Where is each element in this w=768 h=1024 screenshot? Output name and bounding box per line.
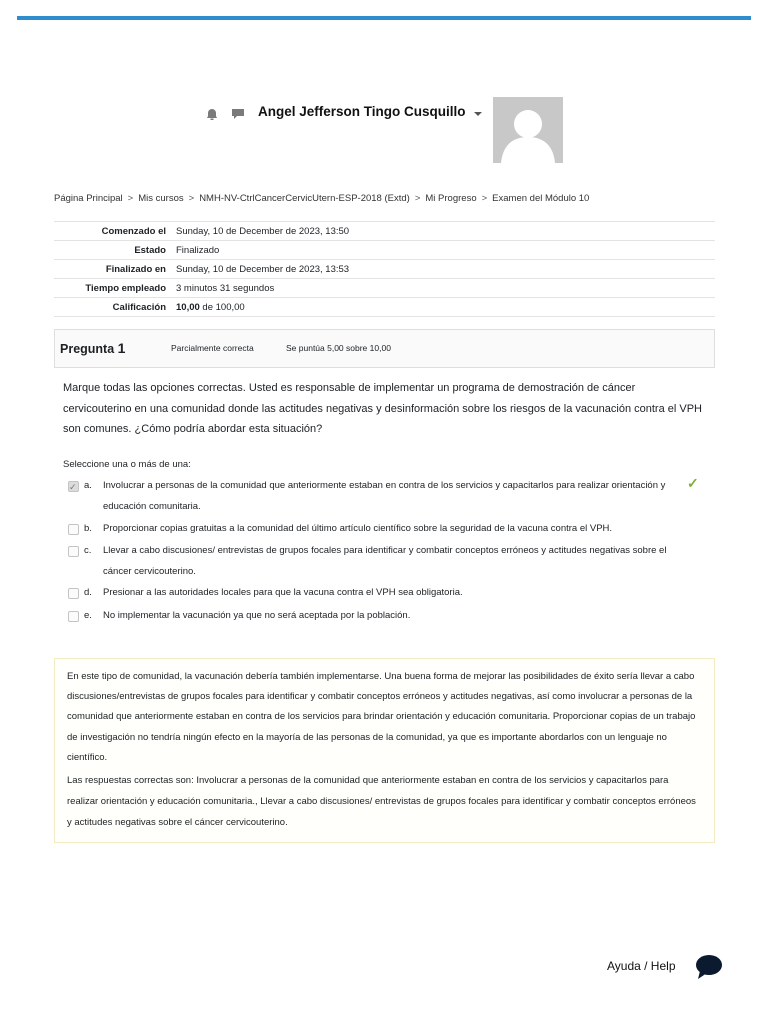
option-text: Involucrar a personas de la comunidad que anteriormente estaban en contra de los servicios y capacitarlos para realizar orientación y educación comunitaria. bbox=[103, 480, 666, 512]
question-info-box bbox=[54, 329, 715, 368]
option-checkbox[interactable] bbox=[68, 546, 79, 557]
answer-option-a[interactable] bbox=[68, 476, 688, 517]
question-state: Parcialmente correcta bbox=[171, 343, 254, 353]
option-letter: d. bbox=[84, 587, 92, 598]
summary-value: Sunday, 10 de December de 2023, 13:50 bbox=[176, 222, 715, 241]
correct-answer-feedback: Las respuestas correctas son: Involucrar a personas de la comunidad que anteriormente estaban en contra de los servicios y capacitarlos para realizar orientación y educación comunitaria., Llevar a cabo discusiones/ entrevistas de grupos focales para identificar y combatir conceptos erróneos y actitudes negativas sobre el cáncer cervicouterino. bbox=[67, 775, 696, 828]
summary-label: Finalizado en bbox=[54, 260, 176, 279]
chevron-right-icon: > bbox=[188, 193, 195, 204]
general-feedback: En este tipo de comunidad, la vacunación debería también implementarse. Una buena forma de mejorar las posibilidades de éxito sería llevar a cabo discusiones/entrevistas de grupos focales para identificar y combatir conceptos erróneos y actitudes negativas, así como involucrar a personas de la comunidad que anteriormente estaban en contra de los servicios para brindar orientación y educación comunitaria. Proporcionar copias de un trabajo de investigación no tendría ningún efecto en la mayoría de las personas de la comunidad, ya que es importante abordarlos con un lenguaje no científico. bbox=[67, 671, 696, 763]
question-number: 1 bbox=[117, 340, 126, 356]
summary-row-state bbox=[54, 241, 715, 260]
summary-label: Tiempo empleado bbox=[54, 279, 176, 298]
answer-option-c[interactable] bbox=[68, 541, 688, 582]
option-letter: c. bbox=[84, 545, 92, 556]
question-grade: Se puntúa 5,00 sobre 10,00 bbox=[286, 343, 391, 353]
summary-value: Finalizado bbox=[176, 241, 715, 260]
option-checkbox[interactable] bbox=[68, 611, 79, 622]
chat-icon[interactable] bbox=[231, 108, 245, 120]
answer-option-b[interactable] bbox=[68, 519, 688, 540]
answer-option-d[interactable] bbox=[68, 583, 688, 604]
breadcrumb bbox=[54, 193, 589, 204]
option-letter: e. bbox=[84, 610, 92, 621]
chevron-right-icon: > bbox=[414, 193, 421, 204]
user-menu-name[interactable]: Angel Jefferson Tingo Cusquillo bbox=[258, 104, 466, 119]
answer-option-e[interactable] bbox=[68, 606, 688, 627]
breadcrumb-exam[interactable]: Examen del Módulo 10 bbox=[492, 193, 590, 204]
feedback-box bbox=[54, 658, 715, 843]
breadcrumb-home[interactable]: Página Principal bbox=[54, 193, 123, 204]
summary-value bbox=[176, 298, 715, 317]
summary-row-started bbox=[54, 222, 715, 241]
summary-label: Estado bbox=[54, 241, 176, 260]
option-letter: a. bbox=[84, 480, 92, 491]
breadcrumb-courses[interactable]: Mis cursos bbox=[138, 193, 184, 204]
answer-prompt: Seleccione una o más de una: bbox=[63, 459, 191, 470]
avatar[interactable] bbox=[493, 97, 563, 163]
option-text: Presionar a las autoridades locales para que la vacuna contra el VPH sea obligatoria. bbox=[103, 587, 463, 598]
summary-label: Comenzado el bbox=[54, 222, 176, 241]
option-checkbox[interactable] bbox=[68, 524, 79, 535]
grade-value: 10,00 bbox=[176, 301, 200, 313]
help-link[interactable]: Ayuda / Help bbox=[607, 959, 676, 973]
summary-row-finished bbox=[54, 260, 715, 279]
grade-suffix: de 100,00 bbox=[202, 301, 245, 313]
breadcrumb-course[interactable]: NMH-NV-CtrlCancerCervicUtern-ESP-2018 (Extd) bbox=[199, 193, 410, 204]
option-letter: b. bbox=[84, 523, 92, 534]
chat-bubble-icon[interactable] bbox=[694, 953, 724, 981]
breadcrumb-progress[interactable]: Mi Progreso bbox=[425, 193, 477, 204]
option-text: No implementar la vacunación ya que no será aceptada por la población. bbox=[103, 610, 411, 621]
summary-value: Sunday, 10 de December de 2023, 13:53 bbox=[176, 260, 715, 279]
summary-value: 3 minutos 31 segundos bbox=[176, 279, 715, 298]
top-accent-bar bbox=[17, 16, 751, 20]
chevron-right-icon: > bbox=[127, 193, 134, 204]
option-text: Proporcionar copias gratuitas a la comunidad del último artículo científico sobre la seguridad de la vacuna contra el VPH. bbox=[103, 523, 613, 534]
question-text: Marque todas las opciones correctas. Usted es responsable de implementar un programa de demostración de cáncer cervicouterino en una comunidad donde las actitudes negativas y desinformación sobre los riesgos de la vacunación contra el VPH son comunes. ¿Cómo podría abordar esta situación? bbox=[63, 382, 702, 435]
question-label: Pregunta bbox=[60, 342, 115, 356]
summary-row-time bbox=[54, 279, 715, 298]
summary-label: Calificación bbox=[54, 298, 176, 317]
chevron-right-icon: > bbox=[481, 193, 488, 204]
option-checkbox[interactable] bbox=[68, 588, 79, 599]
attempt-summary-table bbox=[54, 221, 715, 317]
correct-check-icon: ✓ bbox=[687, 475, 699, 491]
summary-row-grade bbox=[54, 298, 715, 317]
option-checkbox[interactable] bbox=[68, 481, 79, 492]
option-text: Llevar a cabo discusiones/ entrevistas de grupos focales para identificar y combatir conceptos erróneos y actitudes negativas sobre el cáncer cervicouterino. bbox=[103, 545, 667, 577]
caret-down-icon[interactable] bbox=[474, 112, 482, 116]
bell-icon[interactable] bbox=[205, 108, 219, 120]
question-title bbox=[60, 340, 125, 356]
